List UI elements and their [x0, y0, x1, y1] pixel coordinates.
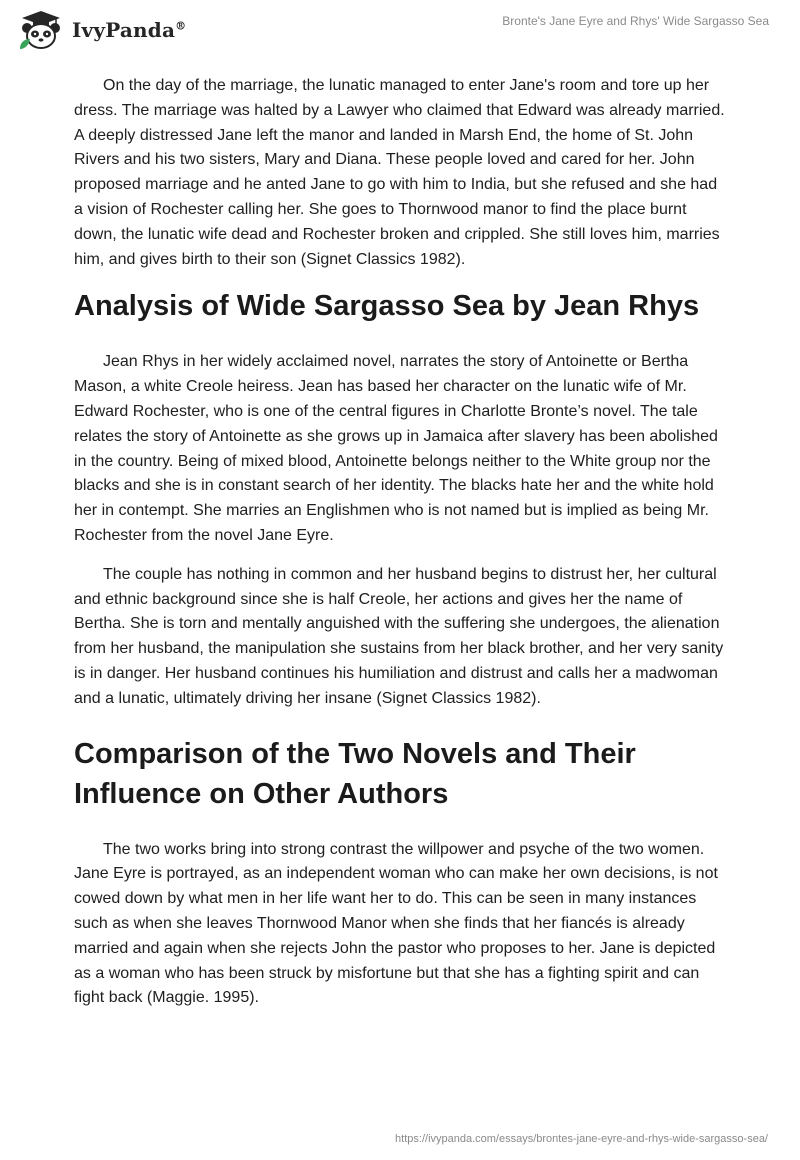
- essay-body: [74, 74, 726, 1025]
- heading-comparison: Comparison of the Two Novels and Their Influence on Other Authors: [74, 737, 636, 810]
- source-url[interactable]: https://ivypanda.com/essays/brontes-jane-eyre-and-rhys-wide-sargasso-sea/: [395, 1133, 768, 1145]
- heading-analysis: Analysis of Wide Sargasso Sea by Jean Rhys: [74, 290, 700, 323]
- panda-graduation-cap-icon: [16, 9, 66, 51]
- paragraph-3: The couple has nothing in common and her husband begins to distrust her, her cultural and ethnic background since she is half Creole, her actions and gives her the name of Bertha. She is torn and mentally anguished with the suffering she undergoes, the alienation from her husband, the manipulation she sustains from her black brother, and her very sanity is in danger. Her husband continues his humiliation and distrust and calls her a madwoman and a lunatic, ultimately driving her insane (Signet Classics 1982).: [74, 565, 724, 707]
- paragraph-2: Jean Rhys in her widely acclaimed novel, narrates the story of Antoinette or Bertha Mason, a white Creole heiress. Jean has based her character on the lunatic wife of Mr. Edward Rochester, who is one of the central figures in Charlotte Bronte’s novel. The tale relates the story of Antoinette as she grows up in Jamaica after slavery has been abolished in the country. Being of mixed blood, Antoinette belongs neither to the White group nor the blacks and she is in constant search of her identity. The blacks hate her and the white hold her in contempt. She marries an Englishmen who is not named but is implied as being Mr. Rochester from the novel Jane Eyre.: [74, 353, 718, 544]
- page-header: [0, 0, 800, 60]
- logo-wordmark: IvyPanda®: [72, 18, 187, 42]
- paragraph-4: The two works bring into strong contrast the willpower and psyche of the two women. Jane Eyre is portrayed, as an independent woman who can make her own decisions, is not cowed down by what men in her life want her to do. This can be seen in many instances such as when she leaves Thornwood Manor when she finds that her fiancés is already married and again when she rejects John the pastor who proposes to her. Jane is depicted as a woman who has been struck by misfortune but that she has a fighting spirit and can fight back (Maggie. 1995).: [74, 840, 718, 1007]
- document-running-title: Bronte's Jane Eyre and Rhys' Wide Sargasso Sea: [502, 14, 769, 28]
- paragraph-1: On the day of the marriage, the lunatic managed to enter Jane's room and tore up her dress. The marriage was halted by a Lawyer who claimed that Edward was already married. A deeply distressed Jane left the manor and landed in Marsh End, the home of St. John Rivers and his two sisters, Mary and Diana. These people loved and cared for her. John proposed marriage and he anted Jane to go with him to India, but she refused and she had a vision of Rochester calling her. She goes to Thornwood manor to find the place burnt down, the lunatic wife dead and Rochester broken and crippled. She still loves him, marries him, and gives birth to their son (Signet Classics 1982).: [74, 77, 725, 268]
- ivypanda-logo[interactable]: [16, 9, 186, 51]
